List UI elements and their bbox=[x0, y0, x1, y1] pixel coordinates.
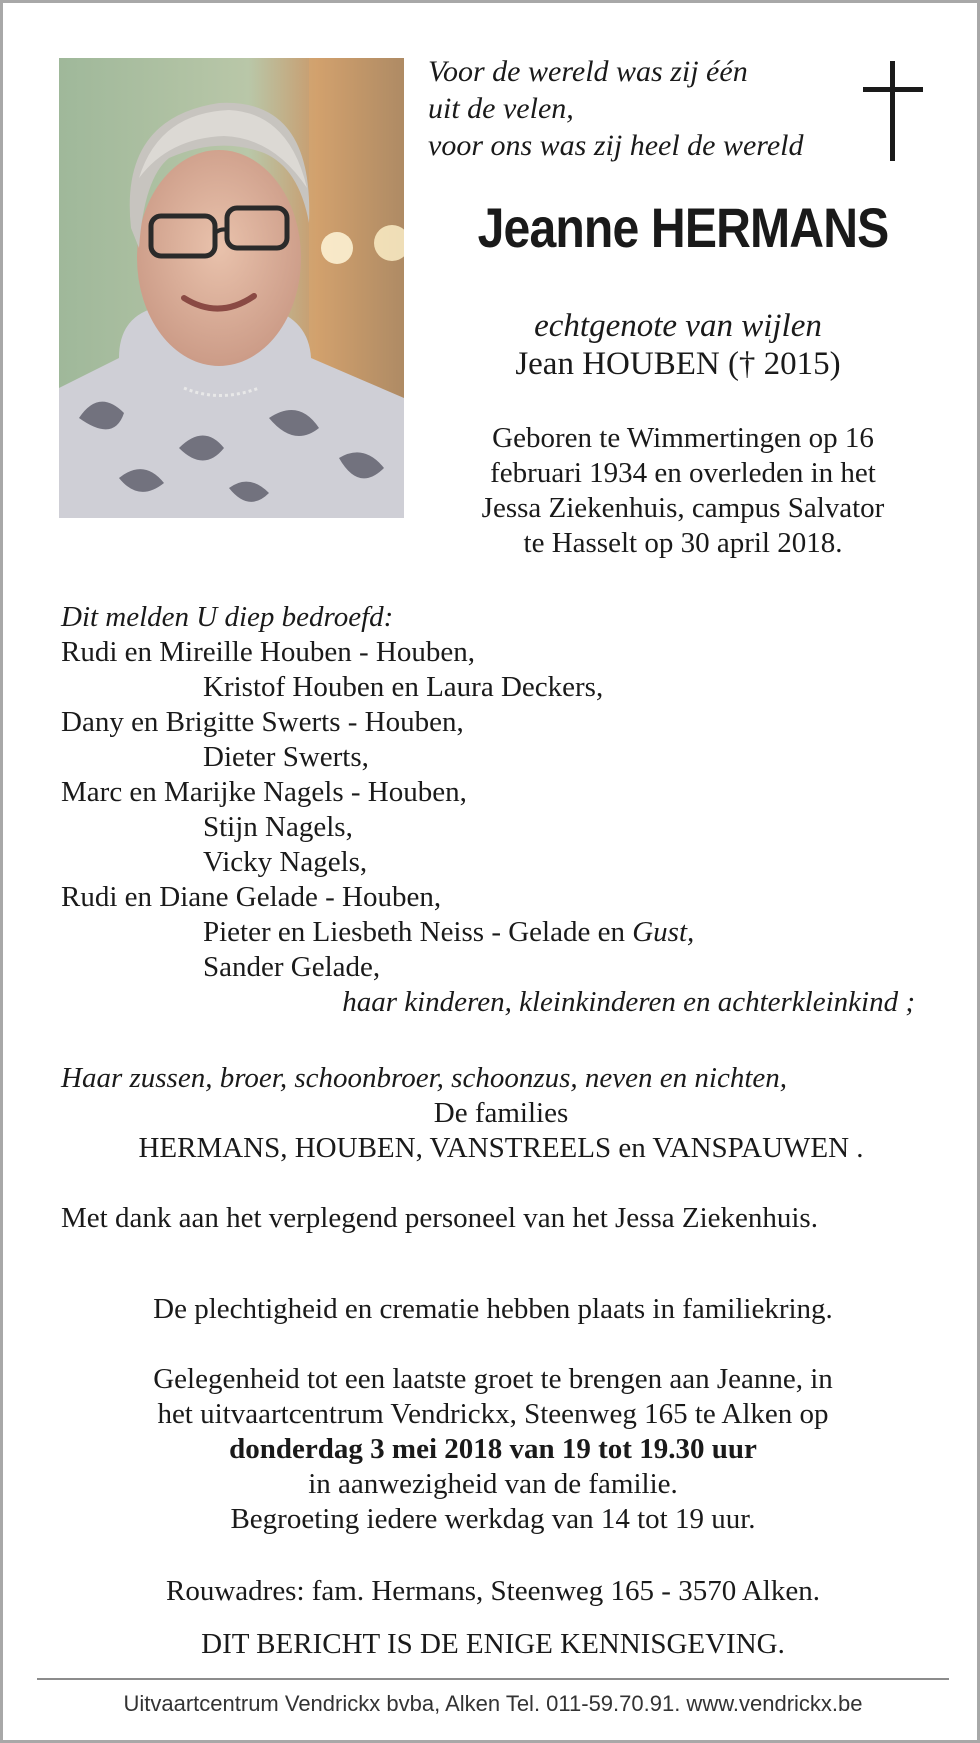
deceased-name: Jeanne HERMANS bbox=[477, 196, 889, 259]
spouse-relation: echtgenote van wijlen bbox=[534, 308, 822, 344]
family-group-label: haar kinderen, kleinkinderen en achterkleinkind ; bbox=[342, 986, 915, 1018]
family-line: Stijn Nagels, bbox=[203, 811, 353, 843]
birth-line: Jessa Ziekenhuis, campus Salvator bbox=[481, 492, 885, 524]
footer-divider bbox=[37, 1678, 949, 1680]
birth-line: februari 1934 en overleden in het bbox=[490, 457, 876, 489]
relatives-families: HERMANS, HOUBEN, VANSTREELS en VANSPAUWEN . bbox=[138, 1132, 864, 1164]
quote-line: voor ons was zij heel de wereld bbox=[428, 129, 804, 162]
relatives-block bbox=[61, 1061, 941, 1166]
family-line-gust: Gust, bbox=[632, 916, 695, 948]
visitation-info bbox=[43, 1362, 943, 1537]
visitation-line: Begroeting iedere werkdag van 14 tot 19 uur. bbox=[230, 1503, 756, 1535]
visitation-line: het uitvaartcentrum Vendrickx, Steenweg 165 te Alken op bbox=[157, 1398, 829, 1430]
family-line: Rudi en Diane Gelade - Houben, bbox=[61, 881, 442, 913]
birth-death-info bbox=[413, 421, 953, 561]
birth-line: te Hasselt op 30 april 2018. bbox=[523, 527, 843, 559]
spouse-name: Jean HOUBEN († 2015) bbox=[515, 346, 841, 382]
family-line: Rudi en Mireille Houben - Houben, bbox=[61, 636, 475, 668]
visitation-line: in aanwezigheid van de familie. bbox=[308, 1468, 678, 1500]
family-line: Dieter Swerts, bbox=[203, 741, 369, 773]
mourning-address: Rouwadres: fam. Hermans, Steenweg 165 - 3570 Alken. bbox=[166, 1575, 820, 1607]
visitation-date: donderdag 3 mei 2018 van 19 tot 19.30 uur bbox=[229, 1433, 757, 1465]
thanks-text: Met dank aan het verplegend personeel van het Jessa Ziekenhuis. bbox=[61, 1202, 818, 1234]
notice-text: DIT BERICHT IS DE ENIGE KENNISGEVING. bbox=[201, 1628, 785, 1660]
memorial-quote bbox=[428, 53, 804, 164]
family-line: Kristof Houben en Laura Deckers, bbox=[203, 671, 604, 703]
family-announcement bbox=[61, 600, 941, 1020]
quote-line: uit de velen, bbox=[428, 92, 574, 125]
family-line-text: Pieter en Liesbeth Neiss - Gelade en bbox=[203, 916, 625, 948]
visitation-line: Gelegenheid tot een laatste groet te brengen aan Jeanne, in bbox=[153, 1363, 833, 1395]
announce-intro: Dit melden U diep bedroefd: bbox=[61, 601, 394, 633]
quote-line: Voor de wereld was zij één bbox=[428, 55, 748, 88]
family-line: Dany en Brigitte Swerts - Houben, bbox=[61, 706, 464, 738]
family-line: Vicky Nagels, bbox=[203, 846, 368, 878]
family-line bbox=[61, 915, 941, 950]
cross-icon bbox=[863, 61, 923, 161]
birth-line: Geboren te Wimmertingen op 16 bbox=[492, 422, 874, 454]
relatives-families-label: De families bbox=[433, 1097, 569, 1129]
relatives-line: Haar zussen, broer, schoonbroer, schoonzus, neven en nichten, bbox=[61, 1062, 787, 1094]
spouse-info bbox=[423, 307, 933, 383]
family-line: Sander Gelade, bbox=[203, 951, 381, 983]
family-line: Marc en Marijke Nagels - Houben, bbox=[61, 776, 467, 808]
funeral-home-footer: Uitvaartcentrum Vendrickx bvba, Alken Tel. 011-59.70.91. www.vendrickx.be bbox=[123, 1691, 863, 1716]
portrait-photo bbox=[59, 58, 404, 518]
ceremony-text: De plechtigheid en crematie hebben plaats in familiekring. bbox=[153, 1293, 833, 1325]
